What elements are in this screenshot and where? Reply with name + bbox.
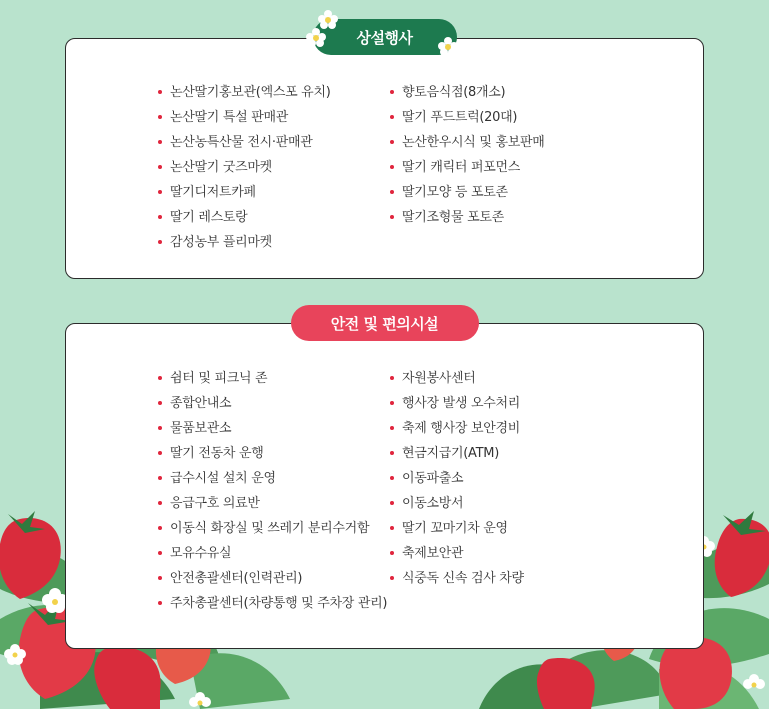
list-item: 축제 행사장 보안경비 xyxy=(390,416,524,441)
list-item: 논산딸기 특설 판매관 xyxy=(158,105,330,130)
list-item: 딸기 전동차 운행 xyxy=(158,441,387,466)
list-item: 축제보안관 xyxy=(390,541,524,566)
list-item: 딸기조형물 포토존 xyxy=(390,205,545,230)
list-item: 딸기디저트카페 xyxy=(158,180,330,205)
safety-facilities-list-right xyxy=(390,366,524,591)
list-item: 식중독 신속 검사 차량 xyxy=(390,566,524,591)
white-flower-icon xyxy=(318,10,338,30)
list-item: 이동소방서 xyxy=(390,491,524,516)
list-item: 이동식 화장실 및 쓰레기 분리수거함 xyxy=(158,516,387,541)
permanent-events-card xyxy=(65,38,704,279)
list-item: 논산딸기 굿즈마켓 xyxy=(158,155,330,180)
list-item: 향토음식점(8개소) xyxy=(390,80,545,105)
permanent-events-list-right xyxy=(390,80,545,230)
list-item: 급수시설 설치 운영 xyxy=(158,466,387,491)
list-item: 행사장 발생 오수처리 xyxy=(390,391,524,416)
white-flower-icon xyxy=(306,28,326,48)
list-item: 현금지급기(ATM) xyxy=(390,441,524,466)
list-item: 모유수유실 xyxy=(158,541,387,566)
list-item: 안전총괄센터(인력관리) xyxy=(158,566,387,591)
list-item: 딸기 꼬마기차 운영 xyxy=(390,516,524,541)
list-item: 딸기모양 등 포토존 xyxy=(390,180,545,205)
list-item: 종합안내소 xyxy=(158,391,387,416)
list-item: 논산딸기홍보관(엑스포 유치) xyxy=(158,80,330,105)
list-item: 감성농부 플리마켓 xyxy=(158,230,330,255)
list-item: 응급구호 의료반 xyxy=(158,491,387,516)
list-item: 논산한우시식 및 홍보판매 xyxy=(390,130,545,155)
list-item: 논산농특산물 전시·판매관 xyxy=(158,130,330,155)
list-item: 딸기 캐릭터 퍼포먼스 xyxy=(390,155,545,180)
section-title-safety-facilities xyxy=(291,305,479,341)
white-flower-icon xyxy=(438,37,458,57)
section-title-label: 안전 및 편의시설 xyxy=(330,314,439,333)
list-item: 이동파출소 xyxy=(390,466,524,491)
safety-facilities-card xyxy=(65,323,704,649)
section-title-label: 상설행사 xyxy=(356,28,413,47)
list-item: 주차총괄센터(차량통행 및 주차장 관리) xyxy=(158,591,387,616)
list-item: 자원봉사센터 xyxy=(390,366,524,391)
list-item: 물품보관소 xyxy=(158,416,387,441)
list-item: 딸기 레스토랑 xyxy=(158,205,330,230)
safety-facilities-list-left xyxy=(158,366,387,616)
permanent-events-list-left xyxy=(158,80,330,255)
list-item: 딸기 푸드트럭(20대) xyxy=(390,105,545,130)
list-item: 쉼터 및 피크닉 존 xyxy=(158,366,387,391)
